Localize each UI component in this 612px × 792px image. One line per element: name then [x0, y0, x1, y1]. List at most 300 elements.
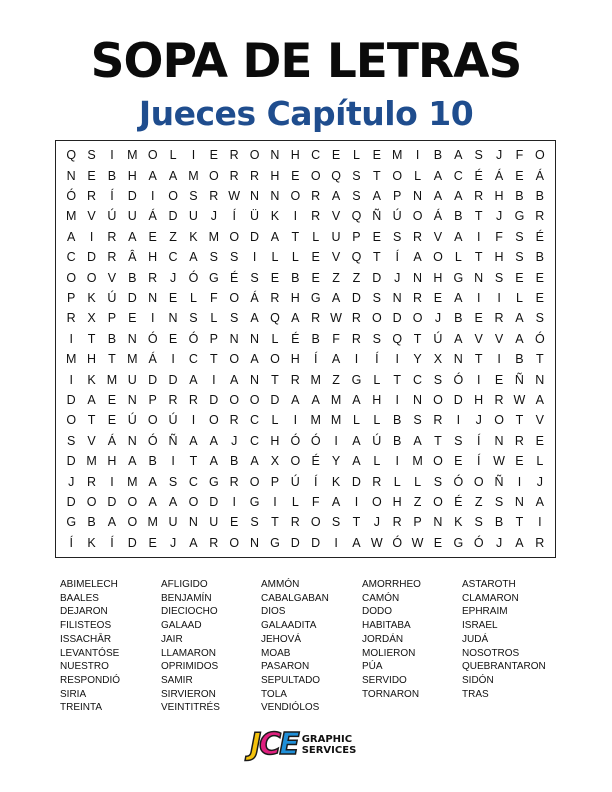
grid-cell[interactable]: R	[311, 209, 321, 224]
grid-cell[interactable]: O	[147, 413, 158, 428]
grid-cell[interactable]: O	[208, 168, 219, 183]
grid-cell[interactable]: J	[169, 535, 177, 550]
grid-cell[interactable]: A	[311, 392, 320, 407]
grid-cell[interactable]: A	[433, 168, 443, 183]
grid-cell[interactable]: O	[412, 209, 423, 224]
grid-cell[interactable]: É	[454, 494, 463, 509]
grid-cell[interactable]: H	[433, 270, 443, 285]
grid-cell[interactable]: M	[310, 372, 321, 387]
grid-cell[interactable]: S	[352, 168, 361, 183]
grid-cell[interactable]: L	[536, 454, 544, 469]
grid-cell[interactable]: R	[392, 515, 402, 530]
grid-cell[interactable]: A	[291, 392, 300, 407]
grid-cell[interactable]: J	[536, 474, 543, 489]
grid-cell[interactable]: A	[189, 535, 198, 550]
grid-cell[interactable]: J	[169, 270, 177, 285]
grid-cell[interactable]: O	[229, 352, 240, 367]
grid-cell[interactable]: J	[231, 433, 238, 448]
grid-cell[interactable]: R	[188, 392, 198, 407]
grid-cell[interactable]: L	[454, 250, 462, 265]
grid-cell[interactable]: T	[271, 515, 279, 530]
grid-cell[interactable]: R	[107, 250, 117, 265]
grid-cell[interactable]: X	[87, 311, 96, 326]
grid-cell[interactable]: D	[87, 250, 97, 265]
grid-cell[interactable]: Ú	[127, 413, 137, 428]
grid-cell[interactable]: A	[189, 372, 198, 387]
grid-cell[interactable]: C	[188, 352, 198, 367]
grid-cell[interactable]: H	[494, 188, 504, 203]
grid-cell[interactable]: F	[209, 290, 218, 305]
grid-cell[interactable]: A	[515, 311, 524, 326]
grid-cell[interactable]: R	[270, 290, 280, 305]
grid-cell[interactable]: I	[476, 290, 481, 305]
grid-cell[interactable]: Ó	[188, 270, 199, 285]
grid-cell[interactable]: G	[208, 474, 219, 489]
grid-cell[interactable]: H	[290, 148, 300, 163]
grid-cell[interactable]: M	[391, 148, 403, 163]
grid-cell[interactable]: S	[189, 188, 198, 203]
grid-cell[interactable]: Ú	[107, 209, 117, 224]
grid-cell[interactable]: O	[534, 148, 545, 163]
grid-cell[interactable]: S	[209, 250, 218, 265]
grid-cell[interactable]: R	[209, 535, 219, 550]
grid-cell[interactable]: J	[495, 209, 503, 224]
grid-cell[interactable]: R	[351, 331, 361, 346]
grid-cell[interactable]: B	[515, 188, 524, 203]
grid-cell[interactable]: E	[168, 290, 178, 305]
grid-cell[interactable]: P	[393, 188, 402, 203]
grid-cell[interactable]: E	[148, 535, 157, 550]
grid-cell[interactable]: B	[311, 331, 320, 346]
grid-cell[interactable]: Í	[110, 188, 114, 203]
grid-cell[interactable]: N	[229, 331, 239, 346]
grid-cell[interactable]: O	[147, 148, 158, 163]
grid-cell[interactable]: S	[372, 331, 381, 346]
grid-cell[interactable]: D	[66, 454, 76, 469]
grid-cell[interactable]: T	[515, 413, 524, 428]
grid-cell[interactable]: Í	[313, 352, 318, 367]
grid-cell[interactable]: O	[433, 494, 443, 509]
grid-cell[interactable]: M	[310, 413, 321, 428]
grid-cell[interactable]: Q	[351, 250, 362, 265]
grid-cell[interactable]: N	[148, 290, 158, 305]
grid-cell[interactable]: N	[250, 372, 260, 387]
grid-cell[interactable]: Ü	[250, 209, 260, 224]
grid-cell[interactable]: D	[127, 290, 137, 305]
grid-cell[interactable]: Y	[331, 454, 341, 469]
grid-cell[interactable]: T	[87, 331, 96, 346]
grid-cell[interactable]: O	[188, 494, 199, 509]
grid-cell[interactable]: D	[127, 535, 137, 550]
grid-cell[interactable]: N	[250, 331, 260, 346]
grid-cell[interactable]: N	[188, 515, 198, 530]
grid-cell[interactable]: J	[68, 474, 75, 489]
grid-cell[interactable]: I	[171, 454, 175, 469]
grid-cell[interactable]: A	[250, 352, 259, 367]
grid-cell[interactable]: G	[453, 270, 464, 285]
grid-cell[interactable]: I	[334, 535, 338, 550]
grid-cell[interactable]: K	[87, 290, 96, 305]
grid-cell[interactable]: P	[107, 311, 117, 326]
grid-cell[interactable]: A	[209, 433, 218, 448]
grid-cell[interactable]: D	[168, 372, 178, 387]
grid-cell[interactable]: I	[354, 352, 359, 367]
grid-cell[interactable]: I	[415, 148, 420, 163]
grid-cell[interactable]: O	[310, 515, 321, 530]
grid-cell[interactable]: Q	[331, 168, 341, 183]
grid-cell[interactable]: I	[395, 352, 399, 367]
grid-cell[interactable]: H	[270, 168, 280, 183]
grid-cell[interactable]: C	[188, 474, 198, 489]
grid-cell[interactable]: Ú	[392, 209, 402, 224]
grid-cell[interactable]: E	[494, 372, 504, 387]
grid-cell[interactable]: W	[493, 454, 505, 469]
grid-cell[interactable]: D	[351, 290, 361, 305]
grid-cell[interactable]: F	[515, 148, 524, 163]
grid-cell[interactable]: R	[514, 433, 524, 448]
grid-cell[interactable]: Ú	[168, 413, 178, 428]
grid-cell[interactable]: L	[291, 494, 299, 509]
grid-cell[interactable]: R	[535, 535, 545, 550]
grid-cell[interactable]: T	[535, 352, 544, 367]
grid-cell[interactable]: C	[250, 413, 260, 428]
grid-cell[interactable]: I	[212, 372, 216, 387]
grid-cell[interactable]: S	[413, 413, 422, 428]
grid-cell[interactable]: T	[413, 331, 422, 346]
grid-cell[interactable]: K	[87, 535, 96, 550]
grid-cell[interactable]: M	[330, 413, 342, 428]
grid-cell[interactable]: S	[250, 270, 259, 285]
grid-cell[interactable]: Á	[250, 290, 259, 305]
grid-cell[interactable]: D	[311, 535, 321, 550]
grid-cell[interactable]: A	[413, 433, 422, 448]
grid-cell[interactable]: E	[107, 392, 117, 407]
grid-cell[interactable]: E	[535, 290, 544, 305]
grid-cell[interactable]: Z	[413, 494, 422, 509]
grid-cell[interactable]: M	[127, 352, 138, 367]
grid-cell[interactable]: É	[474, 168, 483, 183]
grid-cell[interactable]: I	[395, 392, 399, 407]
grid-cell[interactable]: V	[87, 209, 96, 224]
grid-cell[interactable]: A	[128, 454, 137, 469]
grid-cell[interactable]: R	[209, 188, 219, 203]
grid-cell[interactable]: M	[65, 209, 77, 224]
grid-cell[interactable]: B	[230, 454, 239, 469]
grid-cell[interactable]: O	[66, 270, 77, 285]
grid-cell[interactable]: N	[168, 311, 178, 326]
grid-cell[interactable]: N	[127, 331, 137, 346]
grid-cell[interactable]: R	[229, 474, 239, 489]
grid-cell[interactable]: R	[535, 209, 545, 224]
grid-cell[interactable]: N	[413, 392, 423, 407]
grid-cell[interactable]: Ó	[66, 188, 77, 203]
grid-cell[interactable]: U	[188, 209, 198, 224]
grid-cell[interactable]: J	[475, 413, 482, 428]
grid-cell[interactable]: I	[354, 494, 359, 509]
grid-cell[interactable]: E	[148, 229, 157, 244]
grid-cell[interactable]: M	[208, 229, 220, 244]
grid-cell[interactable]: W	[411, 535, 424, 550]
grid-cell[interactable]: G	[310, 290, 321, 305]
grid-cell[interactable]: I	[171, 352, 175, 367]
grid-cell[interactable]: I	[110, 148, 114, 163]
grid-cell[interactable]: A	[515, 331, 524, 346]
grid-cell[interactable]: O	[249, 148, 260, 163]
grid-cell[interactable]: O	[473, 474, 484, 489]
grid-cell[interactable]: Í	[476, 454, 481, 469]
grid-cell[interactable]: Á	[107, 433, 117, 448]
grid-cell[interactable]: O	[208, 413, 219, 428]
grid-cell[interactable]: A	[454, 331, 463, 346]
grid-cell[interactable]: P	[270, 474, 280, 489]
grid-cell[interactable]: S	[189, 311, 198, 326]
grid-cell[interactable]: D	[392, 311, 402, 326]
grid-cell[interactable]: S	[372, 290, 381, 305]
grid-cell[interactable]: Í	[375, 352, 379, 367]
grid-cell[interactable]: U	[127, 372, 137, 387]
grid-cell[interactable]: Á	[433, 209, 443, 224]
grid-cell[interactable]: B	[454, 311, 463, 326]
grid-cell[interactable]: L	[291, 250, 299, 265]
grid-cell[interactable]: D	[66, 392, 76, 407]
grid-cell[interactable]: Í	[476, 433, 481, 448]
grid-cell[interactable]: U	[127, 209, 137, 224]
grid-cell[interactable]: A	[107, 515, 117, 530]
grid-cell[interactable]: D	[270, 392, 280, 407]
grid-cell[interactable]: O	[433, 392, 443, 407]
grid-cell[interactable]: Ó	[290, 433, 301, 448]
grid-cell[interactable]: O	[229, 229, 240, 244]
grid-cell[interactable]: I	[395, 454, 399, 469]
grid-cell[interactable]: X	[270, 454, 280, 469]
grid-cell[interactable]: I	[334, 433, 338, 448]
grid-cell[interactable]: H	[127, 168, 137, 183]
grid-cell[interactable]: N	[66, 168, 76, 183]
grid-cell[interactable]: M	[127, 474, 138, 489]
grid-cell[interactable]: R	[413, 290, 423, 305]
grid-cell[interactable]: R	[413, 229, 423, 244]
grid-cell[interactable]: L	[271, 331, 279, 346]
grid-cell[interactable]: L	[352, 148, 360, 163]
grid-cell[interactable]: J	[495, 148, 503, 163]
grid-cell[interactable]: T	[189, 454, 198, 469]
grid-cell[interactable]: H	[87, 352, 97, 367]
grid-cell[interactable]: Q	[66, 148, 77, 163]
grid-cell[interactable]: A	[168, 168, 178, 183]
grid-cell[interactable]: N	[270, 148, 280, 163]
grid-cell[interactable]: S	[352, 188, 361, 203]
grid-cell[interactable]: Ñ	[494, 474, 504, 489]
grid-cell[interactable]: A	[230, 372, 239, 387]
grid-cell[interactable]: R	[351, 311, 361, 326]
grid-cell[interactable]: É	[291, 331, 300, 346]
grid-cell[interactable]: Ó	[392, 535, 403, 550]
grid-cell[interactable]: A	[250, 454, 259, 469]
grid-cell[interactable]: A	[454, 290, 463, 305]
grid-cell[interactable]: S	[494, 270, 504, 285]
grid-cell[interactable]: F	[311, 494, 320, 509]
grid-cell[interactable]: R	[311, 311, 321, 326]
grid-cell[interactable]: L	[373, 454, 381, 469]
grid-cell[interactable]: S	[494, 494, 504, 509]
grid-cell[interactable]: Á	[148, 209, 157, 224]
grid-cell[interactable]: D	[66, 494, 76, 509]
grid-cell[interactable]: A	[331, 494, 341, 509]
grid-cell[interactable]: N	[494, 433, 504, 448]
grid-cell[interactable]: B	[107, 168, 117, 183]
grid-cell[interactable]: L	[271, 250, 279, 265]
grid-cell[interactable]: Ñ	[514, 372, 524, 387]
grid-cell[interactable]: T	[291, 229, 300, 244]
grid-cell[interactable]: Ó	[310, 433, 321, 448]
grid-cell[interactable]: R	[250, 168, 260, 183]
grid-cell[interactable]: S	[393, 229, 402, 244]
grid-cell[interactable]: I	[538, 515, 542, 530]
grid-cell[interactable]: P	[352, 229, 361, 244]
grid-cell[interactable]: O	[249, 474, 260, 489]
grid-cell[interactable]: I	[150, 188, 155, 203]
grid-cell[interactable]: T	[393, 372, 401, 387]
grid-cell[interactable]: R	[229, 413, 239, 428]
grid-cell[interactable]: T	[434, 433, 442, 448]
grid-cell[interactable]: L	[414, 474, 422, 489]
grid-cell[interactable]: E	[270, 270, 280, 285]
grid-cell[interactable]: D	[351, 474, 361, 489]
grid-cell[interactable]: Z	[332, 270, 340, 285]
grid-cell[interactable]: I	[232, 494, 236, 509]
grid-cell[interactable]: X	[433, 352, 443, 367]
grid-cell[interactable]: I	[476, 372, 481, 387]
grid-cell[interactable]: Ó	[453, 372, 464, 387]
grid-cell[interactable]: Í	[395, 250, 399, 265]
grid-cell[interactable]: I	[150, 311, 155, 326]
grid-cell[interactable]: R	[107, 229, 117, 244]
grid-cell[interactable]: O	[412, 311, 423, 326]
grid-cell[interactable]: I	[517, 474, 522, 489]
grid-cell[interactable]: T	[474, 250, 483, 265]
grid-cell[interactable]: U	[331, 229, 341, 244]
grid-cell[interactable]: M	[330, 392, 342, 407]
grid-cell[interactable]: C	[250, 433, 260, 448]
grid-cell[interactable]: E	[433, 535, 443, 550]
grid-cell[interactable]: I	[476, 229, 481, 244]
grid-cell[interactable]: S	[535, 311, 544, 326]
grid-cell[interactable]: T	[352, 515, 361, 530]
grid-cell[interactable]: S	[67, 433, 76, 448]
grid-cell[interactable]: Q	[392, 331, 403, 346]
grid-cell[interactable]: S	[168, 474, 178, 489]
grid-cell[interactable]: H	[270, 433, 280, 448]
grid-cell[interactable]: N	[127, 392, 137, 407]
grid-cell[interactable]: J	[495, 535, 503, 550]
grid-cell[interactable]: E	[331, 148, 341, 163]
grid-cell[interactable]: O	[229, 392, 240, 407]
grid-cell[interactable]: Ó	[188, 331, 199, 346]
grid-cell[interactable]: E	[474, 311, 483, 326]
grid-cell[interactable]: A	[454, 229, 463, 244]
grid-cell[interactable]: M	[106, 372, 118, 387]
grid-cell[interactable]: O	[270, 352, 280, 367]
grid-cell[interactable]: V	[474, 331, 483, 346]
grid-cell[interactable]: O	[229, 290, 240, 305]
grid-cell[interactable]: G	[66, 515, 77, 530]
grid-cell[interactable]: J	[373, 515, 380, 530]
grid-cell[interactable]: L	[169, 148, 177, 163]
grid-cell[interactable]: Z	[169, 229, 177, 244]
grid-cell[interactable]: B	[291, 270, 300, 285]
grid-cell[interactable]: E	[535, 270, 544, 285]
grid-cell[interactable]: R	[229, 148, 239, 163]
grid-cell[interactable]: T	[474, 352, 483, 367]
grid-cell[interactable]: C	[311, 148, 321, 163]
grid-cell[interactable]: Ñ	[372, 209, 382, 224]
grid-cell[interactable]: A	[352, 454, 361, 469]
grid-cell[interactable]: N	[433, 515, 443, 530]
grid-cell[interactable]: P	[209, 331, 218, 346]
grid-cell[interactable]: V	[107, 270, 117, 285]
grid-cell[interactable]: L	[373, 413, 381, 428]
grid-cell[interactable]: N	[127, 433, 137, 448]
grid-cell[interactable]: Á	[535, 168, 544, 183]
grid-cell[interactable]: B	[107, 331, 117, 346]
grid-cell[interactable]: R	[87, 188, 97, 203]
grid-cell[interactable]: Ú	[107, 290, 117, 305]
grid-cell[interactable]: Ó	[453, 474, 464, 489]
grid-cell[interactable]: R	[66, 311, 76, 326]
grid-cell[interactable]: I	[69, 372, 73, 387]
grid-cell[interactable]: B	[393, 433, 402, 448]
grid-cell[interactable]: Ñ	[168, 433, 178, 448]
grid-cell[interactable]: A	[515, 535, 524, 550]
grid-cell[interactable]: K	[454, 515, 463, 530]
grid-cell[interactable]: T	[372, 168, 381, 183]
grid-cell[interactable]: Í	[69, 535, 73, 550]
grid-cell[interactable]: A	[454, 148, 463, 163]
grid-cell[interactable]: F	[495, 229, 503, 244]
grid-cell[interactable]: B	[535, 250, 544, 265]
grid-cell[interactable]: W	[370, 535, 383, 550]
grid-cell[interactable]: S	[331, 515, 341, 530]
grid-cell[interactable]: Z	[474, 494, 483, 509]
grid-cell[interactable]: Z	[332, 372, 340, 387]
grid-cell[interactable]: R	[229, 168, 239, 183]
grid-cell[interactable]: R	[433, 413, 443, 428]
grid-cell[interactable]: R	[148, 270, 158, 285]
grid-cell[interactable]: H	[290, 352, 300, 367]
grid-cell[interactable]: I	[252, 250, 257, 265]
grid-cell[interactable]: L	[414, 168, 422, 183]
grid-cell[interactable]: H	[107, 454, 117, 469]
grid-cell[interactable]: E	[291, 168, 300, 183]
grid-cell[interactable]: V	[494, 331, 504, 346]
grid-cell[interactable]: Á	[148, 352, 157, 367]
grid-cell[interactable]: O	[290, 188, 301, 203]
grid-cell[interactable]: V	[433, 229, 443, 244]
grid-cell[interactable]: G	[208, 270, 219, 285]
grid-cell[interactable]: S	[474, 148, 483, 163]
grid-cell[interactable]: O	[433, 454, 443, 469]
grid-cell[interactable]: E	[128, 311, 137, 326]
grid-cell[interactable]: K	[189, 229, 198, 244]
grid-cell[interactable]: A	[352, 433, 361, 448]
grid-cell[interactable]: N	[250, 188, 260, 203]
grid-cell[interactable]: V	[331, 250, 341, 265]
grid-cell[interactable]: I	[273, 494, 277, 509]
grid-cell[interactable]: N	[270, 188, 280, 203]
grid-cell[interactable]: Í	[232, 209, 236, 224]
grid-cell[interactable]: A	[209, 454, 218, 469]
grid-cell[interactable]: B	[433, 148, 443, 163]
